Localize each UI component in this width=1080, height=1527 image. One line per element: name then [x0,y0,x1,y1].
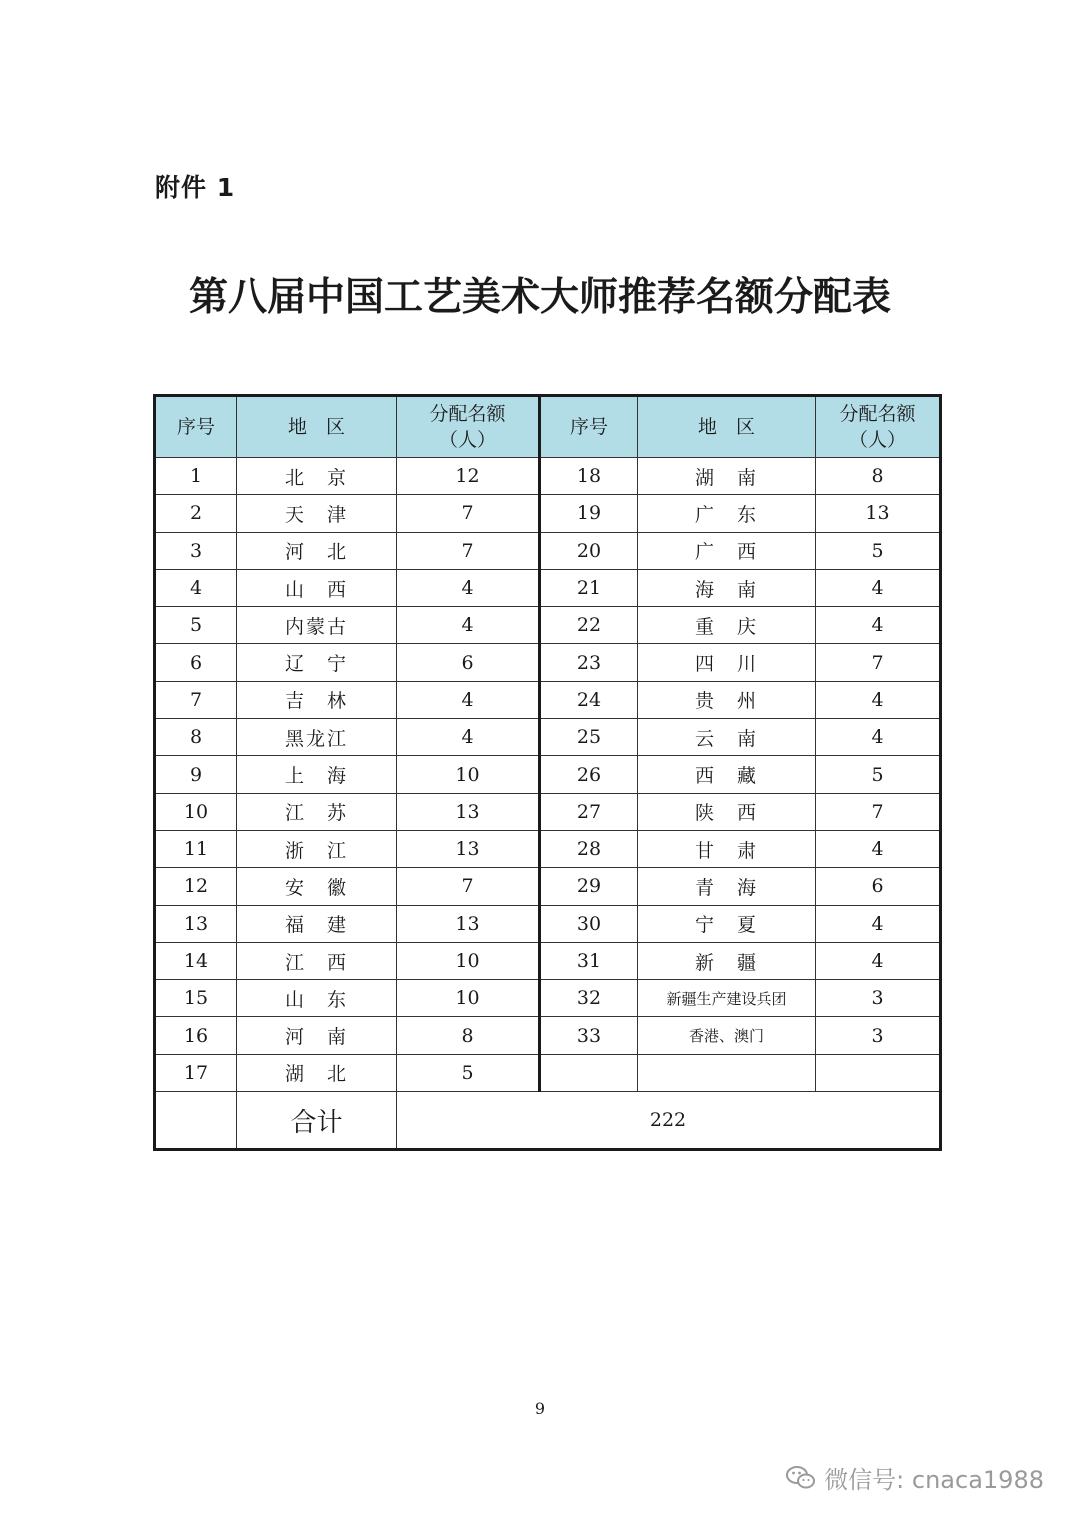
row-region-cell: 河 南 [237,1017,397,1054]
row-index-cell: 11 [155,830,237,867]
header-quota [397,396,540,458]
row-index-cell-right: 27 [540,793,638,830]
row-region-cell: 湖 北 [237,1054,397,1091]
row-region-cell-right: 云 南 [638,719,816,756]
row-index-cell-right: 24 [540,681,638,718]
row-index-cell-right [540,1054,638,1091]
header-quota-line2: （人） [438,429,496,451]
row-index-cell: 12 [155,868,237,905]
table-row [155,793,941,830]
row-quota-cell: 7 [397,868,540,905]
row-quota-cell: 13 [397,830,540,867]
row-quota-cell-right: 4 [816,681,941,718]
row-region-cell-right [638,1054,816,1091]
row-region-cell-right: 青 海 [638,868,816,905]
row-region-cell: 辽 宁 [237,644,397,681]
header-region-right: 地 区 [638,396,816,458]
table-row [155,868,941,905]
table-row [155,830,941,867]
row-index-cell-right: 19 [540,495,638,532]
row-quota-cell: 8 [397,1017,540,1054]
row-index-cell-right: 29 [540,868,638,905]
row-region-cell: 山 东 [237,980,397,1017]
table-row [155,905,941,942]
table-row [155,495,941,532]
row-index-cell-right: 18 [540,458,638,495]
row-quota-cell-right: 4 [816,905,941,942]
watermark-text: 微信号: cnaca1988 [824,1466,1044,1494]
row-region-cell-right: 广 东 [638,495,816,532]
row-region-cell: 福 建 [237,905,397,942]
table-row [155,607,941,644]
row-index-cell: 2 [155,495,237,532]
row-quota-cell: 10 [397,980,540,1017]
row-quota-cell: 7 [397,495,540,532]
header-quota-line1: 分配名额 [429,403,506,425]
row-quota-cell: 6 [397,644,540,681]
row-quota-cell: 12 [397,458,540,495]
row-index-cell: 1 [155,458,237,495]
row-region-cell-right: 香港、澳门 [638,1017,816,1054]
row-region-cell-right: 四 川 [638,644,816,681]
row-index-cell-right: 23 [540,644,638,681]
row-index-cell-right: 32 [540,980,638,1017]
row-index-cell: 17 [155,1054,237,1091]
row-region-cell: 北 京 [237,458,397,495]
row-quota-cell-right: 7 [816,793,941,830]
table-row [155,681,941,718]
row-quota-cell-right: 13 [816,495,941,532]
row-region-cell-right: 重 庆 [638,607,816,644]
row-quota-cell: 4 [397,569,540,606]
header-index: 序号 [155,396,237,458]
row-region-cell-right: 湖 南 [638,458,816,495]
row-index-cell-right: 31 [540,942,638,979]
row-region-cell: 内蒙古 [237,607,397,644]
row-region-cell: 江 苏 [237,793,397,830]
row-region-cell: 浙 江 [237,830,397,867]
header-index-right: 序号 [540,396,638,458]
row-index-cell-right: 28 [540,830,638,867]
row-region-cell-right: 海 南 [638,569,816,606]
row-region-cell-right: 广 西 [638,532,816,569]
row-index-cell: 5 [155,607,237,644]
table-row [155,1054,941,1091]
header-quota-line2-right: （人） [848,429,906,451]
row-index-cell-right: 21 [540,569,638,606]
row-quota-cell-right: 7 [816,644,941,681]
total-label: 合计 [237,1092,397,1150]
row-index-cell: 15 [155,980,237,1017]
row-region-cell: 安 徽 [237,868,397,905]
table-row [155,532,941,569]
row-quota-cell: 5 [397,1054,540,1091]
header-quota-line1-right: 分配名额 [839,403,916,425]
table-row [155,1017,941,1054]
row-quota-cell-right: 5 [816,756,941,793]
table-header-row [155,396,941,458]
row-quota-cell: 7 [397,532,540,569]
row-index-cell-right: 33 [540,1017,638,1054]
row-quota-cell: 4 [397,719,540,756]
table-row [155,458,941,495]
page-number: 9 [534,1399,546,1418]
row-index-cell-right: 26 [540,756,638,793]
total-value: 222 [397,1092,941,1150]
row-quota-cell-right: 4 [816,607,941,644]
row-quota-cell: 13 [397,905,540,942]
total-empty-cell [155,1092,237,1150]
row-quota-cell: 4 [397,607,540,644]
quota-table [153,394,942,1151]
header-quota-right [816,396,941,458]
row-index-cell: 8 [155,719,237,756]
row-quota-cell-right [816,1054,941,1091]
row-index-cell: 6 [155,644,237,681]
table-row [155,980,941,1017]
row-region-cell: 黑龙江 [237,719,397,756]
row-index-cell: 3 [155,532,237,569]
row-region-cell: 吉 林 [237,681,397,718]
table-row [155,719,941,756]
row-region-cell-right: 陕 西 [638,793,816,830]
table-body [155,458,941,1092]
row-index-cell: 4 [155,569,237,606]
row-region-cell-right: 新 疆 [638,942,816,979]
row-index-cell: 16 [155,1017,237,1054]
row-quota-cell-right: 4 [816,830,941,867]
row-region-cell: 河 北 [237,532,397,569]
row-quota-cell-right: 6 [816,868,941,905]
row-index-cell: 13 [155,905,237,942]
table-row [155,756,941,793]
page-title: 第八届中国工艺美术大师推荐名额分配表 [188,274,891,320]
watermark [786,1460,1044,1495]
header-region: 地 区 [237,396,397,458]
row-quota-cell-right: 4 [816,942,941,979]
table-row [155,942,941,979]
row-index-cell: 14 [155,942,237,979]
row-quota-cell-right: 3 [816,1017,941,1054]
row-quota-cell: 13 [397,793,540,830]
table-row [155,644,941,681]
row-quota-cell: 10 [397,756,540,793]
row-region-cell: 山 西 [237,569,397,606]
row-index-cell: 9 [155,756,237,793]
row-index-cell: 7 [155,681,237,718]
row-quota-cell-right: 3 [816,980,941,1017]
row-quota-cell-right: 4 [816,569,941,606]
row-region-cell-right: 宁 夏 [638,905,816,942]
total-row [155,1092,941,1150]
attachment-label: 附件 1 [155,173,236,202]
row-index-cell: 10 [155,793,237,830]
row-region-cell: 江 西 [237,942,397,979]
row-region-cell-right: 新疆生产建设兵团 [638,980,816,1017]
row-quota-cell-right: 8 [816,458,941,495]
row-quota-cell-right: 4 [816,719,941,756]
wechat-icon [786,1465,816,1491]
row-region-cell: 上 海 [237,756,397,793]
row-region-cell-right: 西 藏 [638,756,816,793]
row-region-cell: 天 津 [237,495,397,532]
row-index-cell-right: 22 [540,607,638,644]
row-quota-cell: 10 [397,942,540,979]
row-region-cell-right: 甘 肃 [638,830,816,867]
row-index-cell-right: 20 [540,532,638,569]
table-row [155,569,941,606]
row-quota-cell: 4 [397,681,540,718]
row-index-cell-right: 25 [540,719,638,756]
row-quota-cell-right: 5 [816,532,941,569]
row-index-cell-right: 30 [540,905,638,942]
row-region-cell-right: 贵 州 [638,681,816,718]
